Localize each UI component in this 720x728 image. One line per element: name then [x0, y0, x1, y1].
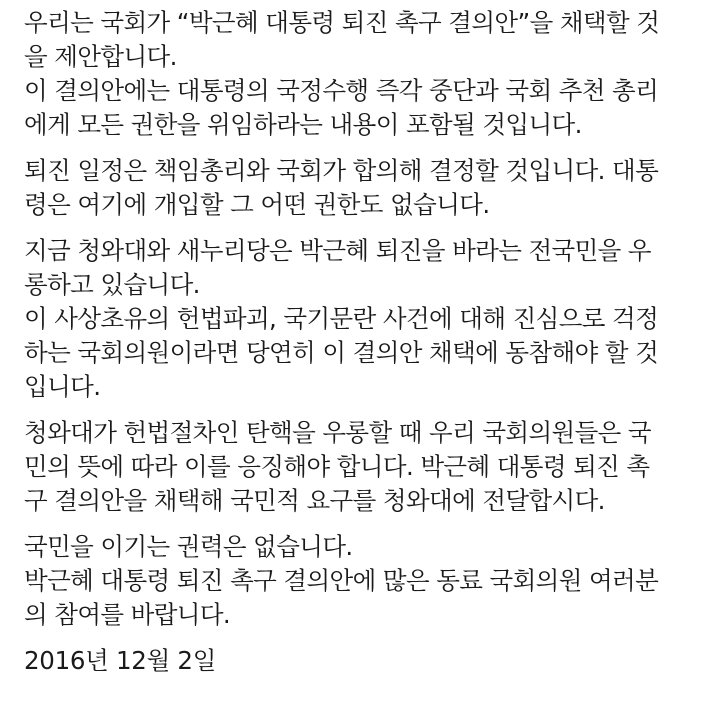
document-date: 2016년 12월 2일 — [24, 646, 217, 675]
text-line: 의 참여를 바랍니다. — [24, 600, 231, 629]
text-line: 령은 여기에 개입할 그 어떤 권한도 없습니다. — [24, 190, 490, 219]
text-line: 이 결의안에는 대통령의 국정수행 즉각 중단과 국회 추천 총리 — [24, 76, 659, 105]
paragraph-proposal — [24, 6, 708, 142]
text-line: 구 결의안을 채택해 국민적 요구를 청와대에 전달합시다. — [24, 486, 605, 515]
paragraph-schedule — [24, 154, 708, 222]
paragraph-appeal — [24, 530, 708, 632]
text-line: 에게 모든 권한을 위임하라는 내용이 포함될 것입니다. — [24, 110, 582, 139]
text-line: 지금 청와대와 새누리당은 박근혜 퇴진을 바라는 전국민을 우 — [24, 236, 651, 265]
text-line: 민의 뜻에 따라 이를 응징해야 합니다. 박근혜 대통령 퇴진 촉 — [24, 452, 650, 481]
paragraph-current-situation — [24, 234, 708, 404]
text-line: 박근혜 대통령 퇴진 촉구 결의안에 많은 동료 국회의원 여러분 — [24, 566, 659, 595]
text-line: 우리는 국회가 “박근혜 대통령 퇴진 촉구 결의안”을 채택할 것 — [24, 8, 660, 37]
text-line: 입니다. — [24, 372, 101, 401]
text-line: 이 사상초유의 헌법파괴, 국기문란 사건에 대해 진심으로 걱정 — [24, 304, 659, 333]
text-line: 국민을 이기는 권력은 없습니다. — [24, 532, 353, 561]
text-line: 롱하고 있습니다. — [24, 270, 200, 299]
text-line: 퇴진 일정은 책임총리와 국회가 합의해 결정할 것입니다. 대통 — [24, 156, 659, 185]
text-line: 을 제안합니다. — [24, 42, 177, 71]
text-line: 하는 국회의원이라면 당연히 이 결의안 채택에 동참해야 할 것 — [24, 338, 659, 367]
paragraph-impeachment — [24, 416, 708, 518]
text-line: 청와대가 헌법절차인 탄핵을 우롱할 때 우리 국회의원들은 국 — [24, 418, 651, 447]
